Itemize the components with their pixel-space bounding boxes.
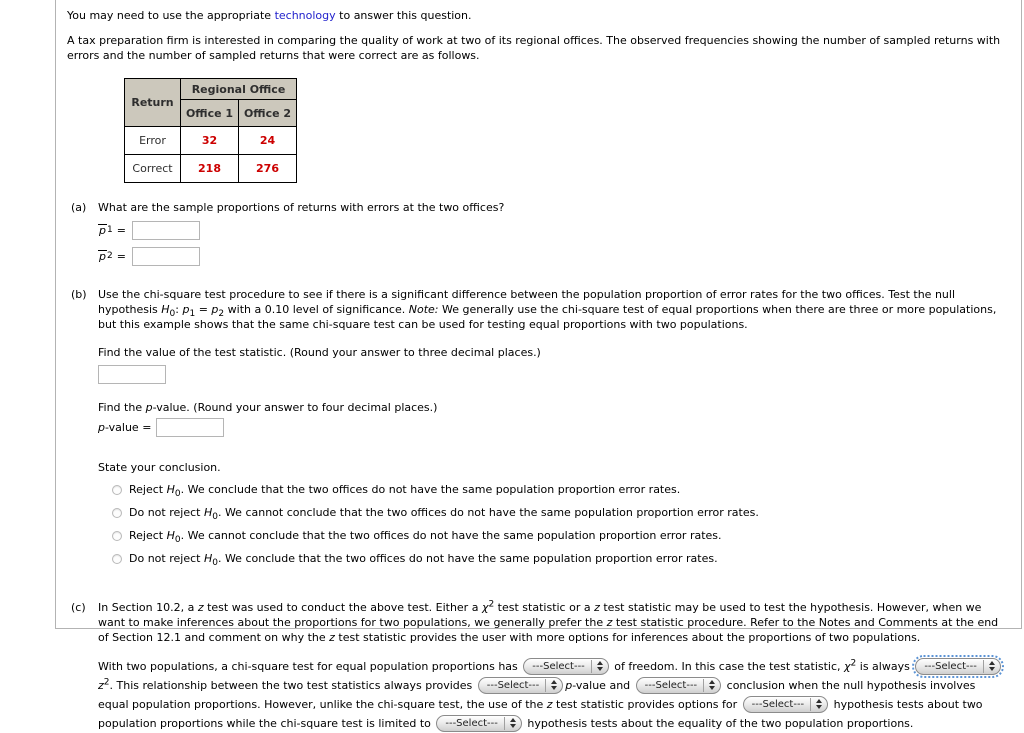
row-label-correct: Correct	[125, 155, 181, 183]
correct-office2-value: 276	[239, 155, 297, 183]
p-italic: p	[145, 401, 153, 414]
fill-text-run: -value and	[572, 679, 634, 692]
option-label	[129, 551, 718, 567]
table-row	[125, 127, 297, 155]
select-placeholder: ---Select---	[644, 679, 698, 691]
conclusion-heading: State your conclusion.	[98, 461, 221, 474]
table-col-header-office2: Office 2	[239, 100, 297, 127]
h0-symbol: H	[203, 506, 213, 519]
chi-superscript: 2	[850, 658, 857, 669]
fill-text-run: of freedom. In this case the test statistic,	[610, 660, 845, 673]
select-placeholder: ---Select---	[532, 660, 585, 672]
technology-link[interactable]: technology	[274, 9, 336, 22]
fill-text-run: . This relationship between the two test statistics always provides	[109, 679, 476, 692]
find-p-value-prompt	[98, 400, 1009, 415]
part-a	[67, 200, 1009, 267]
equals-sign: =	[116, 249, 126, 263]
p-value-label	[98, 420, 151, 435]
note-label: Note:	[408, 303, 439, 316]
select-arrows-icon	[703, 679, 715, 692]
h0-symbol: H	[161, 303, 170, 316]
h0-subscript: 0	[169, 309, 176, 320]
p-value-label-text: -value =	[104, 421, 152, 434]
conclusion-relation-select[interactable]	[636, 677, 722, 694]
error-office2-value: 24	[239, 127, 297, 155]
radio-button[interactable]	[112, 554, 122, 564]
part-a-question: What are the sample proportions of returns with errors at the two offices?	[98, 201, 505, 214]
h0-symbol: H	[166, 529, 175, 542]
h0-subscript: 0	[174, 535, 181, 546]
select-placeholder: ---Select---	[751, 698, 805, 710]
tail-options-select[interactable]	[743, 696, 829, 713]
select-placeholder: ---Select---	[486, 679, 540, 691]
z-symbol: z	[546, 698, 553, 711]
p2-field-row: p 2 =	[98, 245, 1009, 267]
part-b-text	[98, 287, 1009, 332]
find-p-text-run: -value. (Round your answer to four decimal places.)	[152, 401, 438, 414]
equality-tests-select[interactable]	[436, 715, 522, 732]
part-b-text-run: :	[175, 303, 183, 316]
part-c-text-run: test was used to conduct the above test. Either a	[203, 601, 482, 614]
h0-symbol: H	[166, 483, 175, 496]
equals-sign: =	[116, 223, 126, 237]
radio-button[interactable]	[112, 531, 122, 541]
part-c-text	[98, 600, 1009, 645]
conclusion-options	[98, 482, 1009, 567]
technology-note-text-2: to answer this question.	[335, 9, 472, 22]
radio-button[interactable]	[112, 485, 122, 495]
p2-hyp-subscript: 2	[218, 309, 225, 320]
option-label	[129, 505, 759, 521]
option-text-run: Reject	[129, 483, 167, 496]
question-panel	[55, 0, 1022, 730]
select-placeholder: ---Select---	[924, 660, 977, 672]
part-c	[67, 600, 1009, 733]
p2-symbol: p	[99, 249, 106, 263]
conclusion-option-3[interactable]	[112, 528, 1009, 544]
z-symbol: z	[594, 601, 600, 614]
p1-symbol: p	[99, 223, 106, 237]
p1-hyp-symbol: p	[182, 303, 190, 316]
part-c-text-run: test statistic may be used to test the hypothesis. However, when we want to make inferences about the proportions for two populations, we generally prefer the	[98, 601, 982, 629]
technology-note	[67, 8, 1009, 23]
problem-statement: A tax preparation firm is interested in comparing the quality of work at two of its regional offices. The observed frequencies showing the number of sampled returns with errors and the number of sampled returns that were correct are as follows.	[67, 34, 1001, 62]
conclusion-option-2[interactable]	[112, 505, 1009, 521]
part-c-text-run: In Section 10.2, a	[98, 601, 198, 614]
p-value-row	[98, 418, 1009, 437]
option-text-run: . We cannot conclude that the two offices do not have the same population proportion error rates.	[217, 506, 759, 519]
fill-text-run: conclusion when the null hypothesis involves equal population proportions. However, unlike the chi-square test, the use of the	[98, 679, 976, 711]
test-statistic-row	[98, 365, 1009, 384]
option-label	[129, 482, 680, 498]
h0-subscript: 0	[174, 489, 181, 500]
h0-subscript: 0	[212, 512, 218, 523]
part-a-label: (a)	[71, 201, 87, 214]
table-col-header-office1: Office 1	[181, 100, 239, 127]
technology-note-text: You may need to use the appropriate	[67, 9, 275, 22]
find-p-text-run: Find the	[98, 401, 146, 414]
row-label-error: Error	[125, 127, 181, 155]
part-b-text-run: We generally use the chi-square test of equal proportions when there are three or more populations, but this example shows that the same chi-square test can be used for testing equal proportions with two populations.	[98, 303, 997, 331]
p1-input[interactable]	[132, 221, 200, 240]
p-value-relation-select[interactable]	[478, 677, 564, 694]
part-b-label: (b)	[71, 288, 87, 301]
p1-field-row: p 1 =	[98, 219, 1009, 241]
frequency-table	[124, 78, 297, 183]
select-arrows-icon	[504, 717, 516, 730]
fill-text-run: test statistic provides options for	[552, 698, 741, 711]
option-label	[129, 528, 722, 544]
table-corner-header: Return	[125, 79, 181, 127]
select-arrows-icon	[810, 698, 822, 711]
select-arrows-icon	[983, 660, 995, 673]
option-text-run: . We conclude that the two offices do not have the same population proportion error rates.	[180, 483, 681, 496]
p-italic: p	[565, 679, 573, 692]
table-row	[125, 155, 297, 183]
select-arrows-icon	[545, 679, 557, 692]
select-arrows-icon	[591, 660, 603, 673]
z-superscript: 2	[103, 677, 110, 688]
chi-vs-z-select[interactable]	[915, 658, 1001, 675]
part-c-text-run: test statistic procedure. Refer to the Notes and Comments at the end of Section 12.1 and comment on why the	[98, 616, 999, 644]
z-symbol: z	[98, 679, 104, 692]
chi-symbol: χ	[844, 660, 851, 673]
fill-text-run: hypothesis tests about two population proportions while the chi-square test is limited to	[98, 698, 983, 730]
p1-hyp-subscript: 1	[189, 309, 196, 320]
p-value-input[interactable]	[156, 418, 224, 437]
part-b-text-run: with a 0.10 level of significance.	[224, 303, 409, 316]
select-placeholder: ---Select---	[445, 717, 498, 729]
option-text-run: . We cannot conclude that the two offices do not have the same population proportion error rates.	[180, 529, 722, 542]
part-c-text-run: test statistic provides the user with more options for inferences about the proportions of two populations.	[334, 631, 921, 644]
h0-symbol: H	[203, 552, 213, 565]
chi-symbol: χ	[481, 601, 489, 614]
table-group-header: Regional Office	[181, 79, 297, 100]
degrees-of-freedom-select[interactable]	[523, 658, 609, 675]
z-symbol: z	[329, 631, 335, 644]
chi-superscript: 2	[488, 599, 495, 610]
part-b-text-run: =	[195, 303, 212, 316]
error-office1-value: 32	[181, 127, 239, 155]
radio-button[interactable]	[112, 508, 122, 518]
h0-subscript: 0	[212, 558, 218, 569]
p2-hyp-symbol: p	[211, 303, 219, 316]
fill-text-run: hypothesis tests about the equality of the two population proportions.	[523, 717, 914, 730]
option-text-run: Do not reject	[129, 506, 204, 519]
part-c-label: (c)	[71, 601, 86, 614]
part-b-text-run: Use the chi-square test procedure to see if there is a significant difference between the population proportion of error rates for the two offices. Test the null hypothesis	[98, 288, 956, 316]
correct-office1-value: 218	[181, 155, 239, 183]
fill-text-run: With two populations, a chi-square test for equal population proportions has	[98, 660, 522, 673]
p-italic: p	[98, 421, 105, 434]
conclusion-option-4[interactable]	[112, 551, 1009, 567]
z-symbol: z	[606, 616, 613, 629]
z-symbol: z	[197, 601, 204, 614]
test-statistic-input[interactable]	[98, 365, 166, 384]
option-text-run: Do not reject	[129, 552, 204, 565]
option-text-run: Reject	[129, 529, 167, 542]
part-b	[67, 287, 1009, 567]
find-test-statistic-prompt: Find the value of the test statistic. (Round your answer to three decimal places.)	[98, 346, 541, 359]
part-c-fill-in-paragraph	[98, 657, 1009, 733]
option-text-run: . We conclude that the two offices do not have the same population proportion error rates.	[217, 552, 718, 565]
p2-input[interactable]	[132, 247, 200, 266]
part-c-text-run: test statistic or a	[494, 601, 595, 614]
fill-text-run: is always	[856, 660, 914, 673]
conclusion-option-1[interactable]	[112, 482, 1009, 498]
